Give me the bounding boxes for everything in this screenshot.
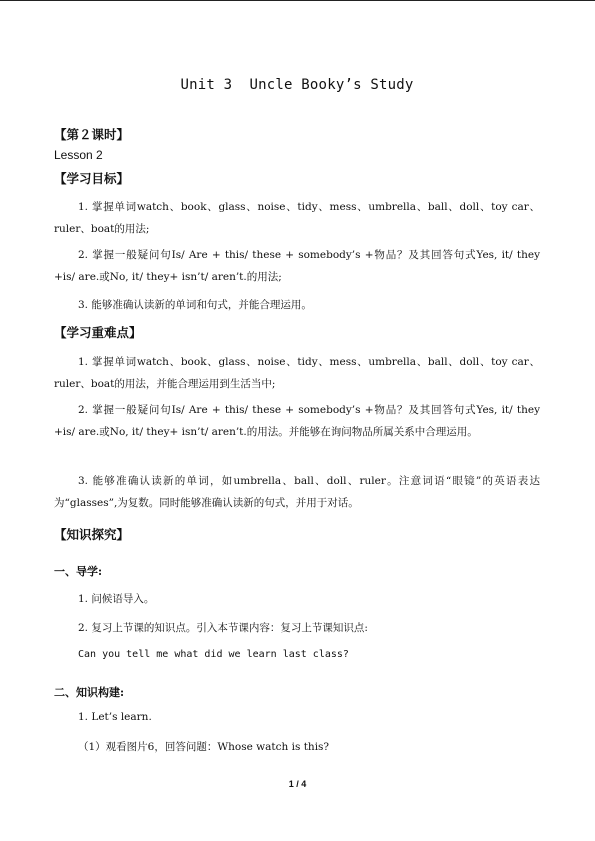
section2-title: 二、知识构建: xyxy=(54,686,125,699)
section1-title: 一、导学: xyxy=(54,565,103,578)
objective-item-1: 1. 掌握单词watch、book、glass、noise、tidy、mess、umbrella、ball、doll、toy car、ruler、boat的用法; xyxy=(54,201,540,235)
document-title: Unit 3 Uncle Booky’s Study xyxy=(180,77,414,93)
section2-item-2: （1）观看图片6，回答问题：Whose watch is this? xyxy=(78,741,330,753)
keypoint-item-3: 3. 能够准确认读新的单词，如umbrella、ball、doll、ruler。注意词语“眼镜”的英语表达为“glasses”,为复数。同时能够准确认读新的句式，并用于对话。 xyxy=(54,475,540,509)
keypoints-heading: 【学习重难点】 xyxy=(54,325,142,340)
keypoint-item-1: 1. 掌握单词watch、book、glass、noise、tidy、mess、umbrella、ball、doll、toy car、ruler、boat的用法，并能合理运用到生活当中; xyxy=(54,356,540,390)
page-number: 1 / 4 xyxy=(288,779,307,789)
lesson-name: Lesson 2 xyxy=(54,148,103,162)
objective-item-2: 2. 掌握一般疑问句Is/ Are + this/ these + somebody’s +物品？及其回答句式Yes, it/ they +is/ are.或No, it/ they+ isn’t/ aren’t.的用法; xyxy=(54,249,540,283)
section2-item-1: 1. Let’s learn. xyxy=(78,711,152,723)
lesson-period-heading: 【第２课时】 xyxy=(54,127,130,142)
section1-question: Can you tell me what did we learn last class? xyxy=(78,649,349,660)
objective-item-3: 3. 能够准确认读新的单词和句式，并能合理运用。 xyxy=(78,299,312,311)
explore-heading: 【知识探究】 xyxy=(54,527,130,542)
section1-item-1: 1. 问候语导入。 xyxy=(78,593,155,605)
keypoint-item-2: 2. 掌握一般疑问句Is/ Are + this/ these + somebody’s +物品？及其回答句式Yes, it/ they +is/ are.或No, it/ they+ isn’t/ aren’t.的用法。并能够在询问物品所属关系中合理运用。 xyxy=(54,404,540,438)
header-rule xyxy=(0,0,595,1)
section1-item-2: 2. 复习上节课的知识点。引入本节课内容：复习上节课知识点: xyxy=(78,622,368,634)
objectives-heading: 【学习目标】 xyxy=(54,171,130,186)
